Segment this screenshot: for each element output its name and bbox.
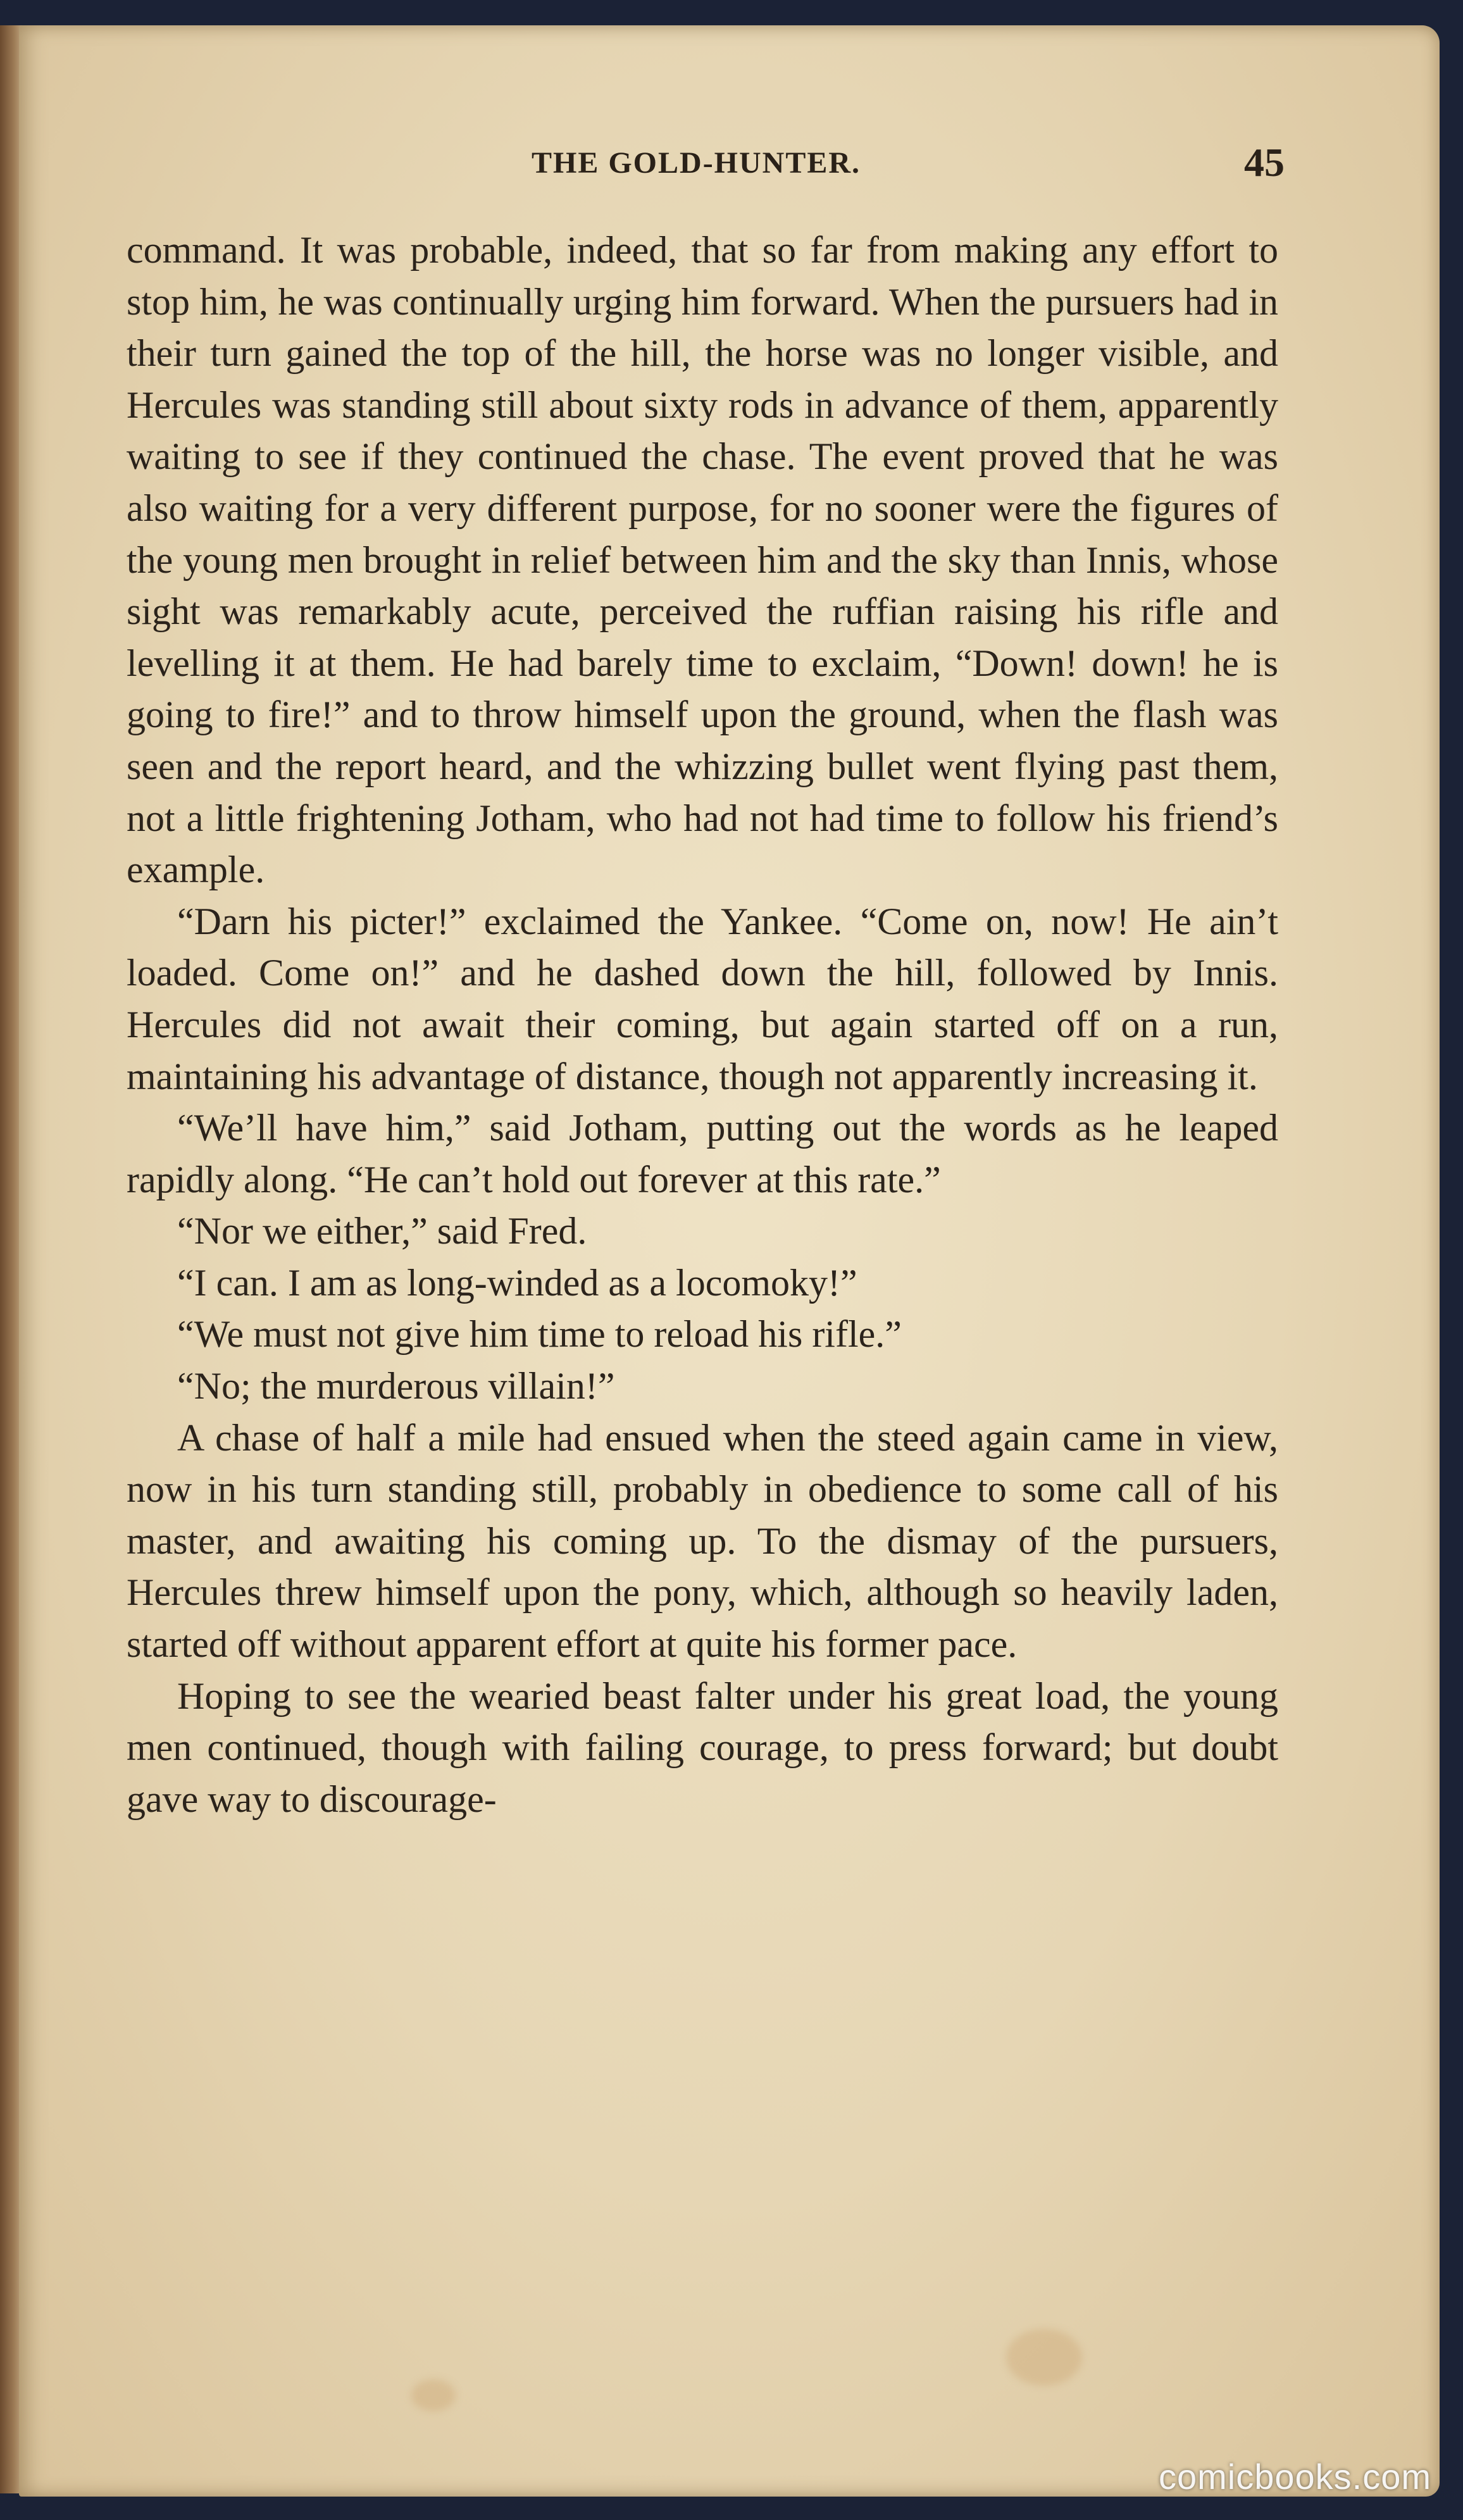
paragraph: “No; the murderous villain!” <box>177 1365 615 1407</box>
paragraph: command. It was probable, indeed, that so far from making any effort to stop him, he was continually urging him forward. When the pursuers had in their turn gained the top of the hill, the horse was no longer visible, and Hercules was standing still about sixty rods in advance of them, apparently waiting to see if they continued the chase. The event proved that he was also waiting for a very different purpose, for no sooner were the figures of the young men brought in relief between him and the sky than Innis, whose sight was remarkably acute, perceived the ruffian raising his rifle and levelling it at them. He had barely time to exclaim, “Down! down! he is going to fire!” and to throw himself upon the ground, when the flash was seen and the report heard, and the whizzing bullet went flying past them, not a little frightening Jotham, who had not had time to follow his friend’s example. <box>127 229 1278 891</box>
paragraph: A chase of half a mile had ensued when the steed again came in view, now in his turn standing still, probably in obedience to some call of his master, and awaiting his coming up. To the dismay of the pursuers, Hercules threw himself upon the pony, which, although so heavily laden, started off without apparent effort at quite his former pace. <box>127 1416 1278 1666</box>
watermark: comicbooks.com <box>1158 2457 1431 2497</box>
page-number: 45 <box>1244 140 1285 185</box>
running-head: THE GOLD-HUNTER. <box>531 146 861 180</box>
page-stain <box>1006 2329 1082 2386</box>
paragraph: “Nor we either,” said Fred. <box>177 1210 587 1252</box>
paragraph: “We’ll have him,” said Jotham, putting out the words as he leaped rapidly along. “He can’t hold out forever at this rate.” <box>127 1107 1278 1201</box>
paragraph: “We must not give him time to reload his rifle.” <box>177 1313 902 1356</box>
book-page <box>19 25 1440 2497</box>
page-stain <box>411 2380 456 2411</box>
page-header <box>108 127 1285 184</box>
paragraph: “Darn his picter!” exclaimed the Yankee. “Come on, now! He ain’t loaded. Come on!” and he dashed down the hill, followed by Innis. Hercules did not await their coming, but again started off on a run, maintaining his advantage of distance, though not apparently increasing it. <box>127 900 1278 1097</box>
paragraph: “I can. I am as long-winded as a locomoky!” <box>177 1261 857 1304</box>
body-text <box>127 225 1278 1825</box>
paragraph: Hoping to see the wearied beast falter under his great load, the young men continued, though with failing courage, to press forward; but doubt gave way to discourage- <box>127 1675 1278 1820</box>
